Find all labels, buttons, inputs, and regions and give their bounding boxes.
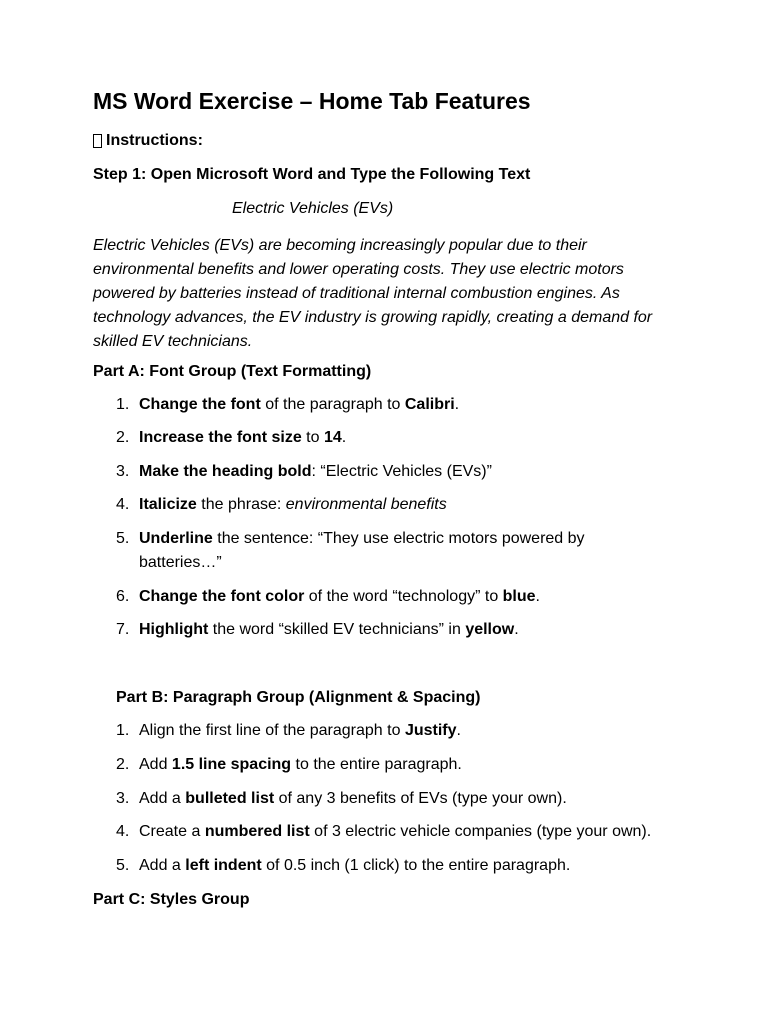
list-number: 1.	[116, 722, 130, 739]
list-text: Make the heading bold: “Electric Vehicles (EVs)”	[139, 463, 492, 480]
paragraph-line: powered by batteries instead of traditional internal combustion engines. As	[93, 285, 620, 302]
list-number: 6.	[116, 588, 130, 605]
list-number: 4.	[116, 496, 130, 513]
document-title: MS Word Exercise – Home Tab Features	[93, 88, 531, 114]
paragraph-line: Electric Vehicles (EVs) are becoming increasingly popular due to their	[93, 237, 587, 254]
ev-heading: Electric Vehicles (EVs)	[232, 200, 394, 217]
list-text: Increase the font size to 14.	[139, 429, 347, 446]
part-b-heading: Part B: Paragraph Group (Alignment & Spacing)	[116, 689, 481, 706]
list-number: 2.	[116, 756, 130, 773]
list-text: Add a bulleted list of any 3 benefits of EVs (type your own).	[139, 790, 567, 807]
list-number: 5.	[116, 530, 130, 547]
paragraph-line: technology advances, the EV industry is growing rapidly, creating a demand for	[93, 309, 653, 326]
list-number: 7.	[116, 621, 130, 638]
list-text: Italicize the phrase: environmental benefits	[139, 496, 447, 513]
list-text: Add 1.5 line spacing to the entire paragraph.	[139, 756, 462, 773]
step1-heading: Step 1: Open Microsoft Word and Type the Following Text	[93, 166, 531, 183]
instructions-heading	[93, 133, 203, 149]
list-number: 1.	[116, 396, 130, 413]
list-text: Highlight the word “skilled EV technicians” in yellow.	[139, 621, 519, 638]
list-text: Add a left indent of 0.5 inch (1 click) to the entire paragraph.	[139, 857, 571, 874]
list-number: 4.	[116, 823, 130, 840]
instructions-label: Instructions:	[106, 132, 203, 149]
list-number: 5.	[116, 857, 130, 874]
list-number: 3.	[116, 790, 130, 807]
list-number: 2.	[116, 429, 130, 446]
list-text: batteries…”	[139, 554, 222, 571]
list-text: Change the font of the paragraph to Calibri.	[139, 396, 460, 413]
missing-glyph-icon	[93, 134, 102, 148]
ev-paragraph	[93, 234, 693, 354]
paragraph-line: environmental benefits and lower operating costs. They use electric motors	[93, 261, 624, 278]
list-text: Change the font color of the word “technology” to blue.	[139, 588, 540, 605]
list-number: 3.	[116, 463, 130, 480]
paragraph-line: skilled EV technicians.	[93, 333, 253, 350]
part-c-heading: Part C: Styles Group	[93, 891, 250, 908]
list-text: Underline the sentence: “They use electric motors powered by	[139, 530, 585, 547]
list-text: Align the first line of the paragraph to Justify.	[139, 722, 461, 739]
list-text: Create a numbered list of 3 electric vehicle companies (type your own).	[139, 823, 652, 840]
part-a-heading: Part A: Font Group (Text Formatting)	[93, 363, 372, 380]
